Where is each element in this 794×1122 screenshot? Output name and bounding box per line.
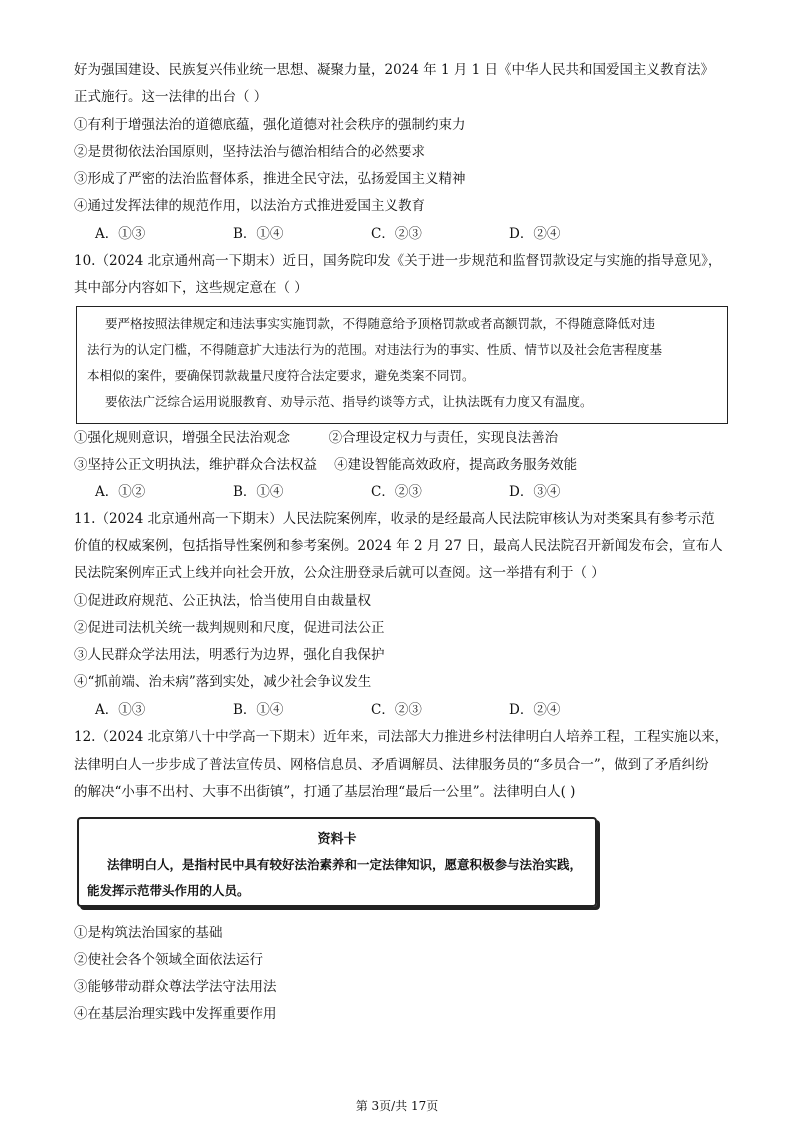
q11-statement-4: ④“抓前端、治未病”落到实处，减少社会争议发生 xyxy=(74,674,372,690)
q9-option-a[interactable]: A．①③ xyxy=(95,226,146,242)
q11-stem-line3: 民法院案例库正式上线并向社会开放，公众注册登录后就可以查阅。这一举措有利于（ ） xyxy=(74,565,605,581)
q9-option-b[interactable]: B．①④ xyxy=(233,226,284,242)
q12-stem-line1: 12.（2024 北京第八十中学高一下期末）近年来，司法部大力推进乡村法律明白人培养工程，工程实施以来， xyxy=(74,729,729,745)
q12-statement-4: ④在基层治理实践中发挥重要作用 xyxy=(74,1006,277,1022)
q10-stem-line1: 10.（2024 北京通州高一下期末）近日，国务院印发《关于进一步规范和监督罚款设定与实施的指导意见》， xyxy=(74,253,722,269)
q11-option-c[interactable]: C．②③ xyxy=(371,702,422,718)
q10-option-a[interactable]: A．①② xyxy=(95,484,146,500)
q10-option-c[interactable]: C．②③ xyxy=(371,484,422,500)
q12-info-card-line2: 能发挥示范带头作用的人员。 xyxy=(87,883,250,898)
q12-statement-2: ②使社会各个领域全面依法运行 xyxy=(74,952,263,968)
q9-statement-3: ③形成了严密的法治监督体系，推进全民守法，弘扬爱国主义精神 xyxy=(74,171,466,187)
q10-quote-line1: 要严格按照法律规定和违法事实实施罚款，不得随意给予顶格罚款或者高额罚款，不得随意降低对违 xyxy=(105,316,656,331)
q9-options xyxy=(95,225,647,243)
q11-stem-line2: 价值的权威案例，包括指导性案例和参考案例。2024 年 2 月 27 日，最高人民法院召开新闻发布会，宣布人 xyxy=(74,538,723,554)
q9-statement-4: ④通过发挥法律的规范作用，以法治方式推进爱国主义教育 xyxy=(74,198,425,214)
q10-quote-line4: 要依法广泛综合运用说服教育、劝导示范、指导约谈等方式，让执法既有力度又有温度。 xyxy=(105,394,593,409)
q11-option-a[interactable]: A．①③ xyxy=(95,702,146,718)
q9-option-d[interactable]: D．②④ xyxy=(509,226,561,242)
q9-stem-line2: 正式施行。这一法律的出台（ ） xyxy=(74,89,268,105)
q11-options xyxy=(95,701,647,719)
q9-stem-line1: 好为强国建设、民族复兴伟业统一思想、凝聚力量，2024 年 1 月 1 日《中华人民共和国爱国主义教育法》 xyxy=(74,62,714,78)
q12-info-card-line1: 法律明白人，是指村民中具有较好法治素养和一定法律知识，愿意积极参与法治实践， xyxy=(107,857,583,872)
q9-option-c[interactable]: C．②③ xyxy=(371,226,422,242)
q12-info-card-title: 资料卡 xyxy=(317,832,357,847)
page-number: 第 3页/共 17页 xyxy=(355,1099,439,1113)
q10-options xyxy=(95,483,647,501)
q12-info-card xyxy=(77,817,597,907)
q11-stem-line1: 11.（2024 北京通州高一下期末）人民法院案例库，收录的是经最高人民法院审核认为对类案具有参考示范 xyxy=(74,511,715,527)
q12-stem-line3: 的解决“小事不出村、大事不出街镇”，打通了基层治理“最后一公里”。法律明白人( ) xyxy=(74,784,576,800)
q10-quote-line2: 法行为的认定门槛，不得随意扩大违法行为的范围。对违法行为的事实、性质、情节以及社会危害程度基 xyxy=(87,342,663,357)
q10-option-d[interactable]: D．③④ xyxy=(509,484,561,500)
q10-quote-line3: 本相似的案件，要确保罚款裁量尺度符合法定要求，避免类案不同罚。 xyxy=(87,368,475,383)
q9-statement-2: ②是贯彻依法治国原则，坚持法治与德治相结合的必然要求 xyxy=(74,144,425,160)
q11-statement-2: ②促进司法机关统一裁判规则和尺度，促进司法公正 xyxy=(74,620,385,636)
q10-statements-3-4: ③坚持公正文明执法，维护群众合法权益 ④建设智能高效政府，提高政务服务效能 xyxy=(74,457,578,473)
q10-statements-1-2: ①强化规则意识，增强全民法治观念 ②合理设定权力与责任，实现良法善治 xyxy=(74,430,559,446)
q12-stem-line2: 法律明白人一步步成了普法宣传员、网格信息员、矛盾调解员、法律服务员的“多员合一”，做到了矛盾纠纷 xyxy=(74,757,709,773)
q12-statement-1: ①是构筑法治国家的基础 xyxy=(74,925,223,941)
q10-stem-line2: 其中部分内容如下，这些规定意在（ ） xyxy=(74,280,308,296)
q10-option-b[interactable]: B．①④ xyxy=(233,484,284,500)
q9-statement-1: ①有利于增强法治的道德底蕴，强化道德对社会秩序的强制约束力 xyxy=(74,117,466,133)
q11-statement-3: ③人民群众学法用法，明悉行为边界，强化自我保护 xyxy=(74,647,385,663)
q11-option-b[interactable]: B．①④ xyxy=(233,702,284,718)
q11-option-d[interactable]: D．②④ xyxy=(509,702,561,718)
q11-statement-1: ①促进政府规范、公正执法，恰当使用自由裁量权 xyxy=(74,593,371,609)
q10-quote-box xyxy=(76,306,728,424)
q12-statement-3: ③能够带动群众尊法学法守法用法 xyxy=(74,979,277,995)
